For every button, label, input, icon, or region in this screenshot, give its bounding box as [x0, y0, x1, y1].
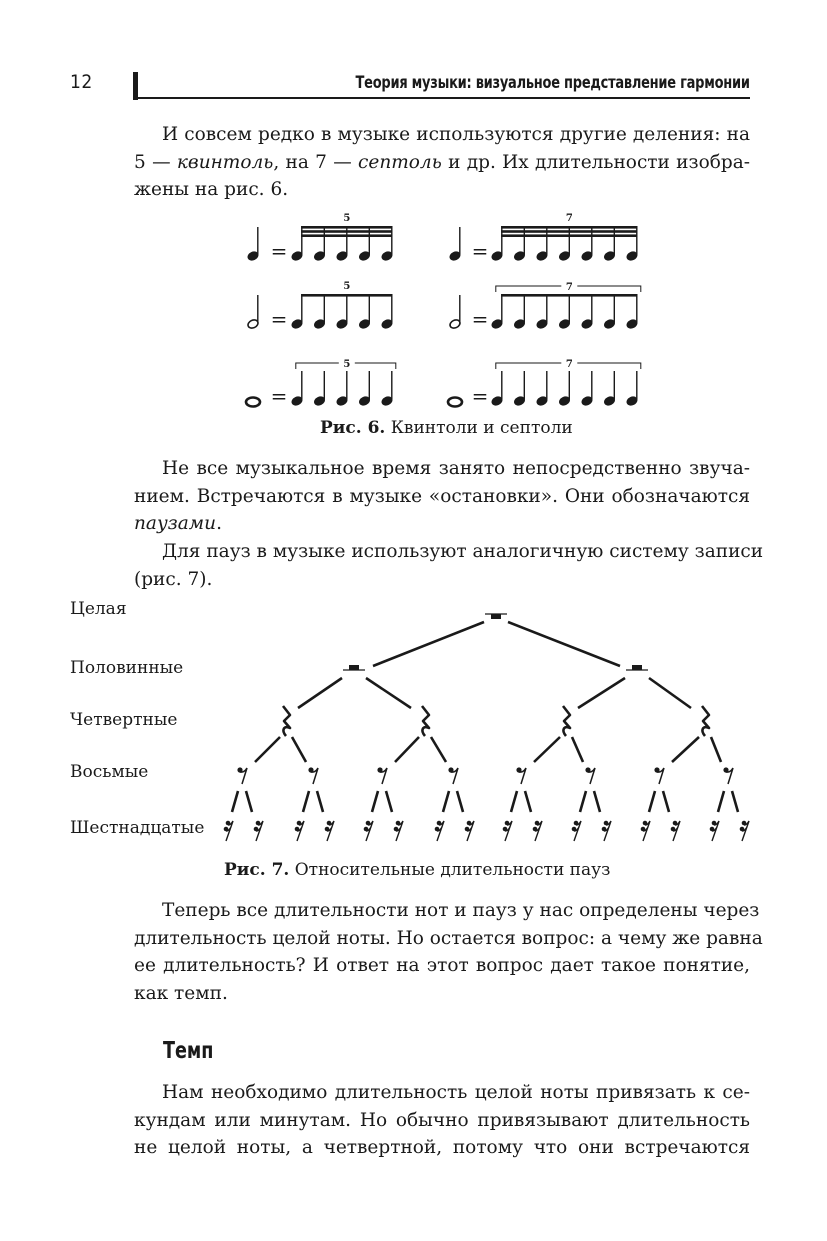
- tree-branch: [366, 678, 411, 708]
- eighth-rest-icon: [654, 767, 664, 784]
- tuplet-number: 7: [565, 359, 573, 370]
- tree-branch: [525, 791, 531, 812]
- sixteenth-rest-icon: [533, 821, 542, 841]
- tree-branch: [572, 737, 583, 762]
- eighth-rest-icon: [308, 767, 318, 784]
- equals-sign: =: [270, 239, 288, 263]
- quarter-rest-icon: [422, 706, 429, 736]
- term-septuplet: септоль: [358, 151, 442, 173]
- tree-branch: [373, 622, 484, 666]
- tree-branch: [386, 791, 392, 812]
- quarter-rest-icon: [563, 706, 570, 736]
- rest-row-label-half: Половинные: [70, 658, 184, 678]
- tree-branch: [534, 737, 560, 762]
- sixteenth-rest-icon: [254, 821, 263, 841]
- tree-branch: [578, 678, 625, 708]
- para5-line3: не целой ноты, а четвертной, потому что они встречаются: [134, 1137, 750, 1158]
- rest-row-label-sixteenth: Шестнадцатые: [70, 818, 205, 838]
- rest-row-label-eighth: Восьмые: [70, 762, 149, 782]
- sixteenth-rest-icon: [710, 821, 719, 841]
- tree-branch: [255, 737, 280, 762]
- tree-branch: [443, 791, 449, 812]
- sixteenth-rest-icon: [325, 821, 334, 841]
- tree-branch: [292, 737, 306, 762]
- sixteenth-rest-icon: [435, 821, 444, 841]
- whole-rest-icon: [491, 614, 501, 619]
- quarter-rest-icon: [702, 706, 709, 736]
- equals-sign: =: [270, 384, 288, 408]
- tree-branch: [580, 791, 586, 812]
- term-quintuplet: квинтоль: [176, 151, 274, 173]
- para2-line2: нием. Встречаются в музыке «остановки». Они обозначаются: [134, 485, 750, 507]
- para5-line2: кундам или минутам. Но обычно привязывают длительность: [134, 1109, 750, 1131]
- para4-line3: ее длительность? И ответ на этот вопрос дает такое понятие,: [134, 955, 750, 976]
- paragraph-5: [134, 1079, 750, 1162]
- rest-row-label-whole: Целая: [70, 599, 127, 619]
- tree-branch: [246, 791, 252, 812]
- sixteenth-rest-icon: [641, 821, 650, 841]
- tree-branch: [457, 791, 463, 812]
- tuplet-number: 7: [565, 213, 573, 224]
- eighth-rest-icon: [516, 767, 526, 784]
- half-rest-icon: [632, 665, 642, 670]
- quarter-rest-icon: [283, 706, 290, 736]
- eighth-rest-icon: [723, 767, 733, 784]
- tree-branch: [511, 791, 517, 812]
- tree-branch: [303, 791, 309, 812]
- eighth-rest-icon: [585, 767, 595, 784]
- sixteenth-rest-icon: [602, 821, 611, 841]
- para1-line3: жены на рис. 6.: [134, 179, 289, 200]
- running-title: Теория музыки: визуальное представление гармонии: [355, 73, 750, 93]
- para3-line2: (рис. 7).: [134, 568, 213, 590]
- sixteenth-rest-icon: [364, 821, 373, 841]
- tree-branch: [672, 737, 699, 762]
- para2-line3: паузами.: [134, 513, 222, 534]
- eighth-rest-icon: [237, 767, 247, 784]
- tuplet-number: 5: [343, 213, 351, 224]
- tree-branch: [317, 791, 323, 812]
- para1-line2: 5 — квинтоль, на 7 — септоль и др. Их длительности изобра-: [134, 151, 750, 173]
- eighth-rest-icon: [448, 767, 458, 784]
- tree-branch: [649, 791, 655, 812]
- tree-branch: [395, 737, 419, 762]
- paragraph-4: [134, 897, 763, 1007]
- para4-line1: Теперь все длительности нот и пауз у нас определены через: [162, 900, 760, 921]
- half-rest-icon: [349, 665, 359, 670]
- sixteenth-rest-icon: [224, 821, 233, 841]
- sixteenth-rest-icon: [740, 821, 749, 841]
- tree-branch: [711, 737, 721, 762]
- equals-sign: =: [471, 307, 489, 331]
- tree-branch: [372, 791, 378, 812]
- tree-branch: [431, 737, 446, 762]
- rest-row-label-quarter: Четвертные: [70, 710, 178, 730]
- para5-line1: Нам необходимо длительность целой ноты привязать к се-: [162, 1082, 750, 1103]
- sixteenth-rest-icon: [394, 821, 403, 841]
- tuplet-number: 7: [565, 282, 573, 293]
- equals-sign: =: [270, 307, 288, 331]
- sixteenth-rest-icon: [295, 821, 304, 841]
- page-number: 12: [70, 71, 93, 93]
- tree-branch: [663, 791, 669, 812]
- eighth-rest-icon: [377, 767, 387, 784]
- para4-line4: как темп.: [134, 982, 228, 1004]
- sixteenth-rest-icon: [465, 821, 474, 841]
- equals-sign: =: [471, 384, 489, 408]
- para1-line1: И совсем редко в музыке используются другие деления: на: [162, 124, 750, 145]
- figure-6-caption: Рис. 6. Квинтоли и септоли: [320, 418, 573, 438]
- equals-sign: =: [471, 239, 489, 263]
- sixteenth-rest-icon: [503, 821, 512, 841]
- tree-branch: [649, 678, 691, 708]
- figure-7-caption: Рис. 7. Относительные длительности пауз: [224, 860, 611, 880]
- tree-branch: [732, 791, 738, 812]
- para3-line1: Для пауз в музыке используют аналогичную систему записи: [162, 541, 764, 562]
- tree-branch: [508, 622, 620, 666]
- para4-line2: длительность целой ноты. Но остается вопрос: а чему же равна: [134, 927, 763, 949]
- tree-branch: [594, 791, 600, 812]
- tree-branch: [298, 678, 342, 708]
- tree-branch: [718, 791, 724, 812]
- tuplet-number: 5: [343, 281, 351, 292]
- sixteenth-rest-icon: [671, 821, 680, 841]
- tree-branch: [232, 791, 238, 812]
- para2-line1: Не все музыкальное время занято непосредственно звуча-: [162, 458, 750, 479]
- section-heading: Темп: [163, 1038, 214, 1064]
- sixteenth-rest-icon: [572, 821, 581, 841]
- tuplet-number: 5: [343, 359, 351, 370]
